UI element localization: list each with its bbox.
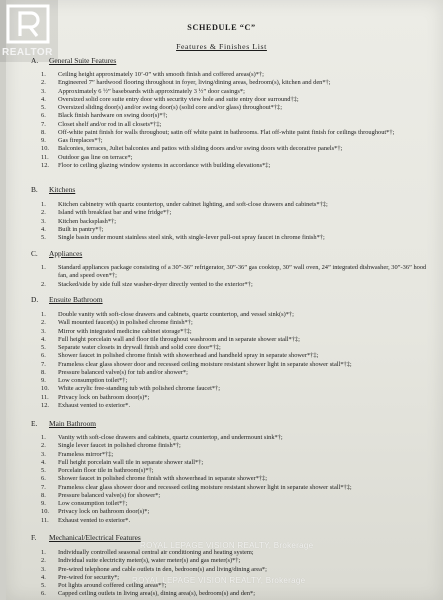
list-item: 3. Approximately 6 ½” baseboards with approximately 3 ½” door casings*;: [41, 87, 245, 95]
list-item: 5. Porcelain floor tile in bathroom(s)*†;: [41, 467, 154, 474]
list-item: 11. Privacy lock on bathroom door(s)*;: [41, 393, 150, 401]
list-item: 8. Pressure balanced valve(s) for tub and/or shower*;: [41, 368, 188, 376]
list-item: 5. Single basin under mount stainless steel sink, with single-lever pull-out spray faucet in chrome finish*†;: [41, 234, 325, 241]
list-item: 4. Full height porcelain wall and floor tile throughout washroom and in separate shower stall*†‡;: [41, 335, 300, 343]
list-item: 3. Pre-wired telephone and cable outlets in den, bedroom(s) and living/dining area*;: [41, 565, 267, 573]
list-item: 7. Frameless clear glass shower door and recessed ceiling moisture resistant shower light in separate shower stall*†‡;: [41, 483, 352, 491]
section-heading-c: [31, 249, 82, 258]
list-item: 5. Separate water closets in drywall finish and solid core door*†‡;: [41, 344, 221, 351]
list-item: 6. Black finish hardware on swing door(s)*†;: [41, 112, 168, 120]
list-item: 10. Privacy lock on bathroom door(s)*;: [41, 508, 150, 516]
realtor-logo: [0, 0, 58, 62]
list-item: 3. Mirror with integrated medicine cabinet storage*†‡;: [41, 327, 192, 335]
section-list-f: [41, 549, 433, 599]
section-list-d: [41, 311, 433, 410]
list-item: 5. Oversized sliding door(s) and/or swing door(s) (solid core and/or glass) throughout*†‡;: [41, 104, 282, 111]
list-item: 1. Double vanity with soft-close drawers and cabinets, quartz countertop, and vessel sink(s)*†;: [41, 311, 294, 318]
list-item: 7. Frameless clear glass shower door and recessed ceiling moisture resistant shower light in separate shower stall*†‡;: [41, 360, 352, 368]
list-item: 1. Ceiling height approximately 10’-0” with smooth finish and coffered areas(s)*†;: [41, 71, 264, 78]
list-item: 1. Individually controlled seasonal central air conditioning and heating system;: [41, 549, 254, 556]
list-item: 10. Balconies, terraces, Juliet balconies and patios with sliding doors and/or swing doors with decorative panels*†;: [41, 145, 343, 153]
list-item: 2. Individual suite electricity meter(s), water meter(s) and gas meter(s)*†;: [41, 557, 241, 565]
section-heading-f: [31, 533, 141, 542]
section-letter: E.: [31, 419, 38, 428]
list-item: 10. White acrylic free-standing tub with polished chrome faucet*†;: [41, 385, 221, 393]
list-item: 1. Standard appliances package consisting of a 30”-36” refrigerator, 30”-36” gas cooktop, 30” wall oven, 24” integrated dishwasher, 30”-36” hood fan, and speed oven*†;: [41, 264, 427, 280]
list-item: 3. Frameless mirror*†‡;: [41, 450, 114, 458]
realtor-r-icon: [6, 4, 50, 44]
list-item: 6. Capped ceiling outlets in living area(s), dining area(s), bedroom(s) and den*;: [41, 590, 255, 598]
list-item: 11. Exhaust vented to exterior*.: [41, 516, 131, 524]
list-item: 4. Pre-wired for security*;: [41, 573, 120, 581]
section-title: Mechanical/Electrical Features: [49, 533, 141, 542]
list-item: 7. Closet shelf and/or rod in all closets*†‡;: [41, 120, 162, 128]
section-heading-d: [31, 295, 103, 304]
section-letter: C.: [31, 249, 38, 258]
list-item: 2. Stacked/side by side full size washer-dryer directly vented to the exterior*†;: [41, 280, 253, 288]
section-letter: D.: [31, 295, 39, 304]
list-item: 8. Off-white paint finish for walls throughout; satin off white paint in bathrooms. Flat off-white paint finish for ceilings throughout*†;: [41, 128, 395, 136]
list-item: 2. Island with breakfast bar and wine fridge*†;: [41, 209, 172, 217]
list-item: 2. Wall mounted faucet(s) in polished chrome finish*†;: [41, 319, 193, 327]
section-title: General Suite Features: [49, 56, 117, 65]
section-list-e: [41, 434, 433, 525]
list-item: 6. Shower faucet in polished chrome finish with showerhead in separate shower*†‡;: [41, 475, 268, 483]
list-item: 1. Vanity with soft-close drawers and cabinets, quartz countertop, and undermount sink*†;: [41, 434, 283, 441]
list-item: 5. Pot lights around coffered ceiling areas*†;: [41, 582, 167, 589]
list-item: 4. Built in pantry*†;: [41, 225, 104, 233]
watermark-text: ROYAL LEPAGE VISION REALTY, Brokerage: [132, 576, 306, 585]
section-letter: B.: [31, 185, 38, 194]
list-item: 2. Engineered 7” hardwood flooring throughout in foyer, living/dining areas, bedroom(s), kitchen and den*†;: [41, 79, 331, 87]
section-list-b: [41, 201, 433, 242]
realtor-logo-text: REALTOR: [2, 47, 53, 58]
list-item: 12. Floor to ceiling glazing window systems in accordance with building elevations*‡;: [41, 161, 271, 169]
list-item: 4. Oversized solid core suite entry door with security view hole and suite entry door surround†‡;: [41, 95, 299, 103]
list-item: 4. Full height porcelain wall tile in separate shower stall*†;: [41, 458, 204, 466]
watermark-text: ROYAL LEPAGE VISION REALTY, Brokerage: [140, 541, 314, 550]
list-item: 8. Pressure balanced valve(s) for shower*;: [41, 491, 161, 499]
list-item: 9. Gas fireplaces*†;: [41, 137, 103, 144]
section-list-c: [41, 264, 433, 289]
list-item: 11. Outdoor gas line on terrace*;: [41, 153, 133, 161]
list-item: 3. Kitchen backsplash*†;: [41, 217, 117, 225]
section-title: Kitchens: [49, 185, 76, 194]
section-heading-e: [31, 419, 96, 428]
list-item: 9. Low consumption toilet*†;: [41, 500, 128, 507]
section-title: Ensuite Bathroom: [49, 295, 103, 304]
section-title: Appliances: [49, 249, 83, 258]
list-item: 1. Kitchen cabinetry with quartz countertop, under cabinet lighting, and soft-close drawers and cabinets*†‡;: [41, 201, 328, 208]
list-item: 2. Single lever faucet in polished chrome finish*†;: [41, 442, 181, 450]
list-item: 9. Low consumption toilet*†;: [41, 377, 128, 384]
page-title: SCHEDULE “C”: [187, 23, 256, 32]
section-title: Main Bathroom: [49, 419, 97, 428]
page-subtitle: Features & Finishes List: [176, 42, 267, 51]
section-letter: A.: [31, 56, 39, 65]
list-item: 12. Exhaust vented to exterior*.: [41, 401, 131, 409]
section-heading-b: [31, 185, 75, 194]
section-list-a: [41, 71, 433, 170]
list-item: 6. Shower faucet in polished chrome finish with showerhead and handheld spray in separate shower*†‡;: [41, 352, 319, 360]
section-letter: F.: [31, 533, 37, 542]
